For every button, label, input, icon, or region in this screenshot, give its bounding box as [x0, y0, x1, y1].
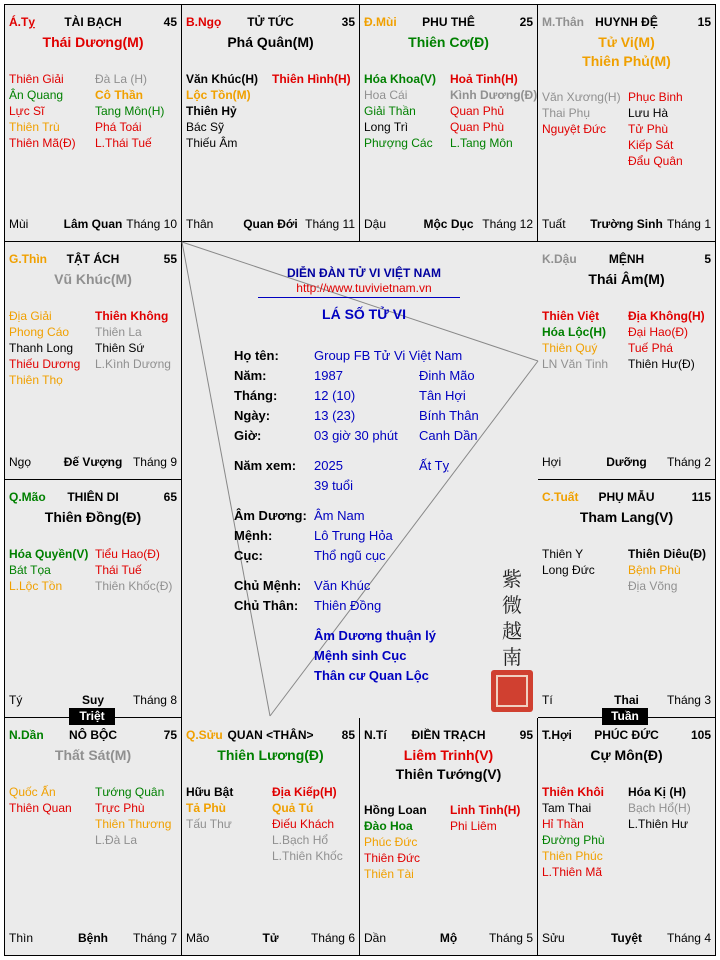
star: Linh Tinh(H)	[450, 803, 521, 817]
info-row	[186, 386, 542, 406]
star: Tiểu Hao(Đ)	[95, 547, 160, 561]
red-seal-stamp	[491, 670, 533, 712]
info-label: Năm xem:	[234, 458, 297, 473]
star: Thiên Không	[95, 309, 169, 323]
palace-number: 5	[704, 252, 711, 266]
palace-number: 105	[690, 728, 711, 742]
star: Hóa Lộc(H)	[542, 325, 606, 339]
main-star: Tử Vi(M)	[598, 34, 655, 50]
palace-name: QUAN <THÂN>	[227, 728, 314, 742]
conclusion: Mệnh sinh Cục	[314, 648, 407, 663]
star: Thiên Mã(Đ)	[9, 136, 76, 150]
star: Thiên Hình(H)	[272, 72, 351, 86]
star: Địa Giải	[9, 309, 52, 323]
star: Quan Phù	[450, 120, 505, 134]
palace-month: Tháng 11	[305, 217, 355, 231]
palace-chi: Mão	[186, 931, 210, 945]
main-star: Vũ Khúc(M)	[54, 271, 132, 287]
main-star: Cự Môn(Đ)	[590, 747, 663, 763]
info-label: Chủ Mệnh:	[234, 578, 302, 593]
palace-number: 25	[519, 15, 533, 29]
star: Thiên Phúc	[542, 849, 603, 863]
palace-name: PHỤ MẪU	[598, 490, 655, 504]
star: Bạch Hổ(H)	[628, 801, 691, 815]
info-value2: Canh Dần	[419, 428, 478, 443]
info-value: 03 giờ 30 phút	[314, 428, 398, 443]
palace-chi: Sửu	[542, 931, 565, 945]
palace-month: Tháng 4	[666, 931, 711, 945]
info-value2: Bính Thân	[419, 408, 479, 423]
info-value: 39 tuổi	[314, 478, 354, 493]
star: Văn Xương(H)	[542, 90, 621, 104]
main-star: Thiên Phủ(M)	[582, 53, 671, 69]
info-value: 12 (10)	[314, 388, 356, 403]
palace-name: TÀI BẠCH	[64, 15, 122, 29]
palace-name: TẬT ÁCH	[66, 252, 120, 266]
palace-name: PHÚC ĐỨC	[594, 728, 659, 742]
star: Hồng Loan	[364, 803, 427, 817]
info-label: Giờ:	[234, 428, 262, 443]
palace-name: NÔ BỘC	[69, 728, 117, 742]
star: Thiên Giải	[9, 72, 64, 86]
star: Tử Phù	[628, 122, 669, 136]
star: Tam Thai	[542, 801, 592, 815]
star: Thiên Diêu(Đ)	[628, 547, 706, 561]
vertical-text	[502, 566, 526, 670]
star: Bệnh Phù	[628, 563, 681, 577]
palace-month: Tháng 12	[482, 217, 533, 231]
star: Phong Cáo	[9, 325, 70, 339]
star: Hữu Bật	[186, 785, 234, 799]
palace-chi: Thân	[186, 217, 214, 231]
info-value: Âm Nam	[314, 508, 365, 523]
star: Thiên Quan	[9, 801, 72, 815]
truong-sinh: Tử	[262, 931, 279, 945]
star: Tướng Quân	[95, 785, 165, 799]
main-star: Thiên Đồng(Đ)	[44, 509, 142, 525]
info-label: Tháng:	[234, 388, 278, 403]
star: Thiên La	[95, 325, 142, 339]
palace-name: PHU THÊ	[422, 15, 475, 29]
star: L.Thiên Hư	[628, 817, 689, 831]
star: Long Đức	[542, 563, 595, 577]
palace-number: 95	[519, 728, 533, 742]
palace-can: N.Dần	[9, 728, 44, 742]
star: Hóa Kị (H)	[628, 785, 686, 799]
forum-name: DIỄN ĐÀN TỬ VI VIỆT NAM	[287, 266, 441, 280]
palace-can: B.Ngọ	[186, 15, 222, 29]
main-star: Thiên Lương(Đ)	[217, 747, 324, 763]
info-value: Thiên Đồng	[314, 598, 382, 613]
info-label: Họ tên:	[234, 348, 279, 363]
star: Ân Quang	[9, 88, 64, 102]
info-value2: Tân Hợi	[419, 388, 466, 403]
main-star: Thái Dương(M)	[42, 34, 144, 50]
vt-char: 越	[502, 619, 522, 643]
info-row	[186, 526, 542, 546]
truong-sinh: Dưỡng	[606, 455, 647, 469]
star: Thiên Thương	[95, 817, 172, 831]
info-value: 13 (23)	[314, 408, 356, 423]
palace-chi: Dậu	[364, 217, 387, 231]
star: Lực Sĩ	[9, 104, 45, 118]
palace-month: Tháng 8	[132, 693, 177, 707]
center-panel	[186, 244, 542, 720]
star: L.Lộc Tồn	[9, 579, 63, 593]
palace-can: Đ.Mùi	[364, 15, 397, 29]
truong-sinh: Trường Sinh	[590, 217, 663, 231]
info-label: Âm Dương:	[234, 508, 307, 523]
palace-name: HUYNH ĐỆ	[595, 15, 658, 29]
palace-month: Tháng 6	[310, 931, 355, 945]
star: Cô Thần	[95, 88, 143, 102]
star: Thiên Đức	[364, 851, 421, 865]
palace-number: 75	[163, 728, 177, 742]
palace-number: 115	[691, 490, 711, 504]
truong-sinh: Đế Vượng	[63, 455, 123, 469]
main-star: Liêm Trinh(V)	[403, 747, 494, 763]
palace-can: M.Thân	[542, 15, 584, 29]
truong-sinh: Thai	[614, 693, 639, 707]
truong-sinh: Tuyệt	[610, 931, 643, 945]
palace-number: 15	[697, 15, 711, 29]
palace-chi: Tý	[9, 693, 23, 707]
star: Long Trì	[364, 120, 409, 134]
palace-can: G.Thìn	[9, 252, 47, 266]
palace-month: Tháng 5	[488, 931, 533, 945]
truong-sinh: Quan Đới	[243, 217, 298, 231]
main-star: Thiên Tướng(V)	[395, 766, 502, 782]
star: Thiếu Dương	[9, 357, 81, 371]
tuvi-chart	[4, 4, 716, 956]
info-row	[186, 366, 542, 386]
star: Hỉ Thần	[542, 817, 584, 831]
star: Thiên Hỷ	[186, 104, 237, 118]
star: Giải Thần	[364, 104, 416, 118]
star: Lộc Tồn(M)	[186, 88, 251, 102]
star: Thiên Khôi	[542, 785, 604, 799]
star: Thái Tuế	[95, 563, 142, 577]
palace-month: Tháng 3	[666, 693, 711, 707]
star: Thiên Sứ	[95, 341, 145, 355]
palace-month: Tháng 9	[132, 455, 177, 469]
star: Thanh Long	[9, 341, 74, 355]
palace-chi: Dần	[364, 931, 387, 945]
star: Lưu Hà	[628, 106, 669, 120]
star: Tả Phù	[186, 801, 227, 815]
conclusion: Âm Dương thuận lý	[314, 628, 436, 643]
info-row	[186, 346, 542, 366]
info-row	[186, 596, 542, 616]
star: Hóa Khoa(V)	[364, 72, 436, 86]
vt-char: 南	[502, 645, 522, 669]
title-divider	[258, 297, 460, 298]
palace-number: 65	[163, 490, 177, 504]
palace-month: Tháng 7	[132, 931, 177, 945]
conclusion: Thân cư Quan Lộc	[314, 668, 429, 683]
star: Thiên Tài	[364, 867, 414, 881]
info-value2: Ất Tỵ	[419, 458, 450, 473]
star: Thiếu Âm	[186, 136, 238, 150]
star: Quan Phủ	[450, 104, 505, 118]
triet-tag: Triệt	[69, 708, 115, 725]
palace-can: Q.Mão	[9, 490, 46, 504]
palace-month: Tháng 2	[666, 455, 711, 469]
main-star: Thiên Cơ(Đ)	[408, 34, 489, 50]
info-row	[186, 426, 542, 446]
truong-sinh: Lâm Quan	[63, 217, 123, 231]
info-label: Cục:	[234, 548, 263, 563]
info-value: 1987	[314, 368, 343, 383]
truong-sinh: Mộc Dục	[423, 217, 474, 231]
star: Phá Toái	[95, 120, 142, 134]
palace-month: Tháng 1	[666, 217, 711, 231]
star: Thiên Khốc(Đ)	[95, 579, 173, 593]
star: Trực Phù	[95, 801, 145, 815]
star: Quả Tú	[272, 801, 314, 815]
info-row	[186, 476, 542, 496]
palace-can: T.Hợi	[542, 728, 572, 742]
star: Địa Võng	[628, 579, 678, 593]
palace-can: C.Tuất	[542, 490, 579, 504]
info-value: Thổ ngũ cục	[314, 548, 386, 563]
info-row	[186, 506, 542, 526]
vt-char: 紫	[502, 567, 522, 591]
palace-can: Á.Tỵ	[9, 15, 36, 29]
info-row	[186, 576, 542, 596]
palace-can: Q.Sửu	[186, 728, 223, 742]
chart-title: LÁ SỐ TỬ VI	[322, 306, 406, 322]
star: Phục Binh	[628, 90, 683, 104]
forum-url[interactable]: http://www.tuvivietnam.vn	[296, 281, 432, 295]
star: Địa Không(H)	[628, 309, 705, 323]
star: Thiên Y	[542, 547, 584, 561]
star: Tang Môn(H)	[95, 104, 165, 118]
star: Thiên Việt	[542, 309, 600, 323]
main-star: Thái Âm(M)	[588, 271, 665, 287]
info-label: Ngày:	[234, 408, 271, 423]
star: L.Thiên Mã	[542, 865, 603, 879]
palace-number: 55	[163, 252, 177, 266]
main-star: Tham Lang(V)	[579, 509, 674, 525]
palace-chi: Ngọ	[9, 455, 32, 469]
star: Văn Khúc(H)	[186, 72, 258, 86]
palace-number: 45	[163, 15, 177, 29]
info-value: Group FB Tử Vi Việt Nam	[314, 348, 463, 363]
star: L.Kình Dương	[95, 357, 171, 371]
main-star: Thất Sát(M)	[54, 747, 132, 763]
star: Đẩu Quân	[628, 154, 683, 168]
star: Kình Dương(Đ)	[450, 88, 538, 102]
info-label: Mệnh:	[234, 528, 273, 543]
vt-char: 微	[502, 593, 522, 617]
truong-sinh: Suy	[81, 693, 104, 707]
palace-month: Tháng 10	[126, 217, 177, 231]
star: Điếu Khách	[272, 817, 335, 831]
palace-chi: Thìn	[9, 931, 34, 945]
star: Đà La (H)	[95, 72, 148, 86]
star: Thiên Thọ	[9, 373, 63, 387]
star: Địa Kiếp(H)	[272, 785, 337, 799]
info-label: Năm:	[234, 368, 267, 383]
info-value2: Đinh Mão	[419, 368, 475, 383]
star: Đại Hao(Đ)	[628, 325, 689, 339]
palace-number: 85	[341, 728, 355, 742]
info-value: Văn Khúc	[314, 578, 371, 593]
star: Phượng Các	[364, 136, 433, 150]
palace-name: THIÊN DI	[67, 490, 119, 504]
truong-sinh: Bệnh	[78, 931, 108, 945]
star: Thai Phụ	[542, 106, 591, 120]
palace-name: TỬ TỨC	[247, 15, 294, 29]
palace-chi: Tuất	[542, 217, 566, 231]
star: Đào Hoa	[364, 819, 413, 833]
star: Bát Tọa	[9, 563, 51, 577]
star: Hoa Cái	[364, 88, 408, 102]
palace-number: 35	[341, 15, 355, 29]
star: L.Đà La	[95, 833, 138, 847]
star: Hóa Quyền(V)	[9, 547, 89, 561]
palace-can: N.Tí	[364, 728, 387, 742]
star: Phi Liêm	[450, 819, 497, 833]
info-row	[186, 546, 542, 566]
info-value: 2025	[314, 458, 343, 473]
star: Tấu Thư	[186, 817, 232, 831]
palace-can: K.Dậu	[542, 252, 577, 266]
star: L.Tang Môn	[450, 136, 513, 150]
star: Tuế Phá	[628, 341, 673, 355]
main-star: Phá Quân(M)	[227, 34, 314, 50]
palace-chi: Hợi	[542, 455, 562, 469]
star: Phúc Đức	[364, 835, 418, 849]
star: Nguyệt Đức	[542, 122, 607, 136]
star: LN Văn Tinh	[542, 357, 609, 371]
palace-chi: Tí	[542, 693, 553, 707]
star: Đường Phù	[542, 833, 605, 847]
star: Thiên Quý	[542, 341, 598, 355]
palace-chi: Mùi	[9, 217, 29, 231]
info-row	[186, 406, 542, 426]
info-row	[186, 456, 542, 476]
star: L.Thái Tuế	[95, 136, 152, 150]
star: Quốc Ấn	[9, 785, 56, 799]
star: Hoả Tinh(H)	[450, 72, 518, 86]
tuan-tag: Tuần	[602, 708, 648, 725]
palace-name: MỆNH	[608, 252, 645, 266]
star: L.Bạch Hổ	[272, 833, 329, 847]
star: L.Thiên Khốc	[272, 849, 343, 863]
palace-name: ĐIỀN TRẠCH	[411, 728, 486, 742]
star: Kiếp Sát	[628, 138, 674, 152]
star: Thiên Trù	[9, 120, 60, 134]
star: Thiên Hư(Đ)	[628, 357, 695, 371]
info-value: Lô Trung Hỏa	[314, 528, 393, 543]
info-label: Chủ Thân:	[234, 598, 299, 613]
star: Bác Sỹ	[186, 120, 225, 134]
truong-sinh: Mộ	[439, 931, 458, 945]
